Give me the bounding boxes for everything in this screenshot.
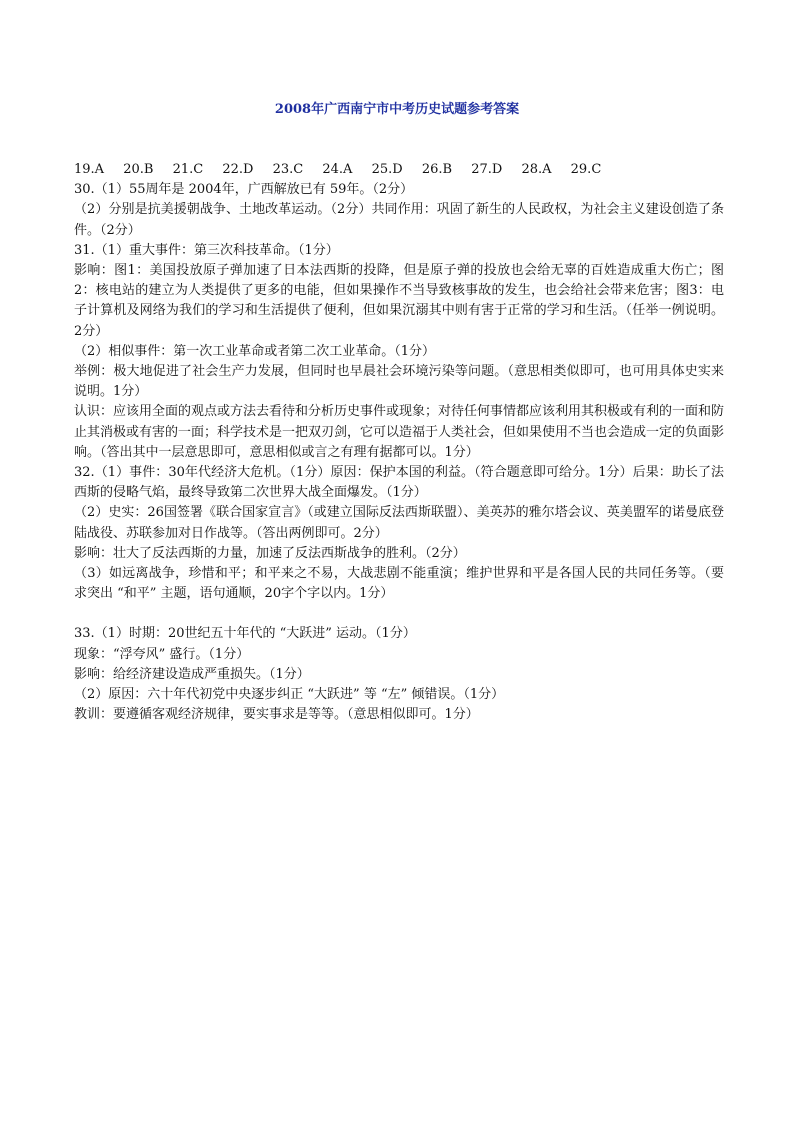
q30-part1: 30.（1）55周年是 2004年，广西解放已有 59年。（2分） bbox=[74, 182, 414, 198]
answer-content bbox=[74, 160, 724, 725]
q32-impact: 影响：壮大了反法西斯的力量，加速了反法西斯战争的胜利。（2分） bbox=[74, 545, 466, 561]
q33-lesson: 教训：要遵循客观经济规律，要实事求是等等。（意思相似即可。1分） bbox=[74, 707, 479, 723]
q32-part3: （3）如远离战争，珍惜和平；和平来之不易，大战悲剧不能重演；维护世界和平是各国人民的共同任务等。（要求突出 “和平” 主题，语句通顺，20字个字以内。1分） bbox=[74, 566, 724, 602]
choice-answer: 25.D bbox=[371, 162, 403, 177]
choice-answer: 26.B bbox=[421, 162, 453, 177]
choice-answer: 22.D bbox=[222, 162, 254, 177]
choice-answer: 19.A bbox=[74, 162, 105, 177]
choice-answer: 20.B bbox=[123, 162, 154, 177]
q33-phenomenon: 现象：“浮夸风” 盛行。（1分） bbox=[74, 646, 250, 662]
choice-answer: 27.D bbox=[471, 162, 503, 177]
choice-answer: 24.A bbox=[322, 162, 353, 177]
choice-answer: 29.C bbox=[570, 162, 602, 177]
q31-impact: 影响：图1：美国投放原子弹加速了日本法西斯的投降，但是原子弹的投放也会给无辜的百姓造成重大伤亡；图2：核电站的建立为人类提供了更多的电能，但如果操作不当导致核事故的发生，也会给社会带来危害；图3：电子计算机及网络为我们的学习和生活提供了便利，但如果沉溺其中则有害于正常的学习和生活。（任举一例说明。2分） bbox=[74, 263, 724, 339]
q33-reason: （2）原因：六十年代初党中央逐步纠正 “大跃进” 等 “左” 倾错误。（1分） bbox=[74, 687, 505, 703]
q31-part1: 31.（1）重大事件：第三次科技革命。（1分） bbox=[74, 242, 339, 258]
q33-impact: 影响：给经济建设造成严重损失。（1分） bbox=[74, 666, 310, 682]
q31-example: 举例：极大地促进了社会生产力发展，但同时也早晨社会环境污染等问题。（意思相类似即可，也可用具体史实来说明。1分） bbox=[74, 364, 724, 400]
document-title: 2008年广西南宁市中考历史试题参考答案 bbox=[274, 102, 520, 117]
choice-answer: 28.A bbox=[521, 162, 552, 177]
choice-answer: 21.C bbox=[172, 162, 204, 177]
section-gap bbox=[74, 604, 724, 624]
q31-part2: （2）相似事件：第一次工业革命或者第二次工业革命。（1分） bbox=[74, 343, 436, 359]
q33-period: 33.（1）时期：20世纪五十年代的 “大跃进” 运动。（1分） bbox=[74, 626, 416, 642]
q31-understanding: 认识：应该用全面的观点或方法去看待和分析历史事件或现象；对待任何事情都应该利用其积极或有利的一面和防止其消极或有害的一面；科学技术是一把双刃剑，它可以造福于人类社会，但如果使用不当也会造成一定的负面影响。（答出其中一层意思即可，意思相似或言之有理有据都可以。1分） bbox=[74, 404, 725, 460]
q30-part2: （2）分别是抗美援朝战争、土地改革运动。（2分）共同作用：巩固了新生的人民政权，为社会主义建设创造了条件。（2分） bbox=[74, 202, 724, 238]
q32-part1: 32.（1）事件：30年代经济大危机。（1分）原因：保护本国的利益。（符合题意即可给分。1分）后果：助长了法西斯的侵略气焰，最终导致第二次世界大战全面爆发。（1分） bbox=[74, 465, 724, 501]
q32-part2: （2）史实：26国签署《联合国家宣言》（或建立国际反法西斯联盟）、美英苏的雅尔塔会议、英美盟军的诺曼底登陆战役、苏联参加对日作战等。（答出两例即可。2分） bbox=[74, 505, 724, 541]
choice-answers-row bbox=[74, 160, 724, 180]
choice-answer: 23.C bbox=[272, 162, 304, 177]
